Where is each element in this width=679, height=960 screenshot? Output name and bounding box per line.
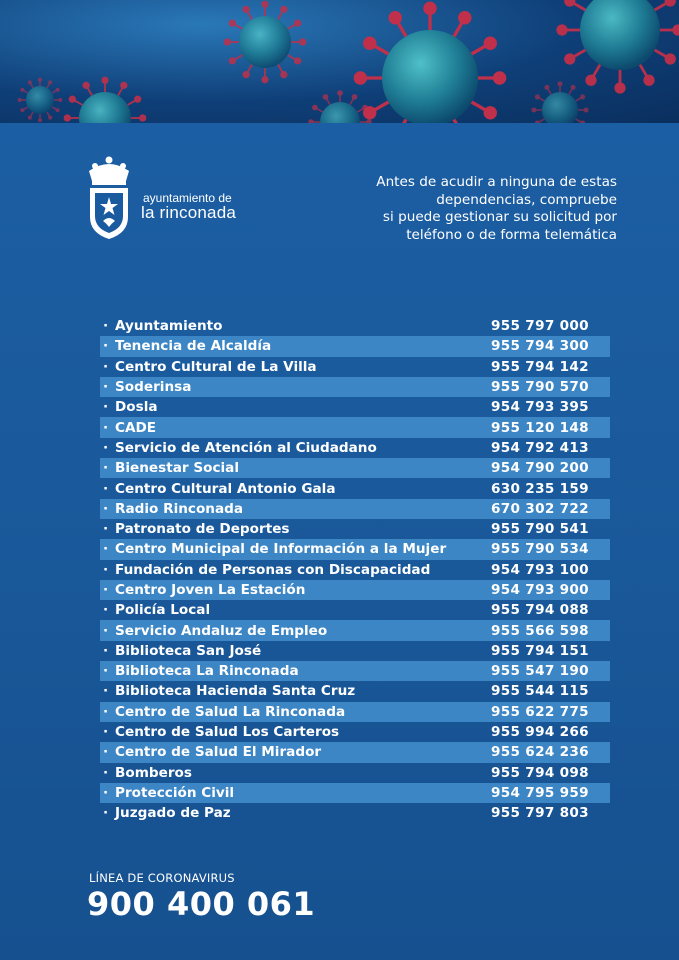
directory-row (100, 357, 610, 377)
directory-row (100, 641, 610, 661)
row-bullet: · (103, 521, 109, 538)
virus-particle (531, 81, 588, 123)
directory-row (100, 417, 610, 437)
directory-row (100, 499, 610, 519)
dependency-name: Biblioteca Hacienda Santa Cruz (115, 683, 356, 700)
row-bullet: · (103, 541, 109, 558)
dependency-name: Biblioteca San José (115, 642, 262, 659)
dependency-name: Centro Cultural Antonio Gala (115, 480, 336, 497)
row-bullet: · (103, 622, 109, 639)
dependency-name: Soderinsa (115, 379, 192, 396)
phone-number: 955 797 000 (491, 318, 589, 335)
row-bullet: · (103, 439, 109, 456)
phone-number: 955 794 098 (491, 764, 589, 781)
phone-number: 954 793 100 (491, 561, 589, 578)
dependency-name: Dosla (115, 399, 158, 416)
row-bullet: · (103, 419, 109, 436)
phone-number: 955 994 266 (491, 724, 589, 741)
phone-number: 630 235 159 (491, 480, 589, 497)
directory-row (100, 539, 610, 559)
dependency-name: Juzgado de Paz (115, 805, 231, 822)
dependency-name: Radio Rinconada (115, 500, 244, 517)
row-bullet: · (103, 379, 109, 396)
dependency-name: Bomberos (115, 764, 192, 781)
row-bullet: · (103, 500, 109, 517)
directory-row (100, 438, 610, 458)
directory-row (100, 803, 610, 823)
directory-row (100, 397, 610, 417)
phone-number: 955 794 300 (491, 338, 589, 355)
row-bullet: · (103, 561, 109, 578)
phone-number: 670 302 722 (491, 500, 589, 517)
logo-line-2: la rinconada (141, 203, 237, 222)
phone-number: 955 794 142 (491, 358, 589, 375)
dependency-name: Patronato de Deportes (115, 521, 290, 538)
directory-row (100, 519, 610, 539)
dependency-name: Centro de Salud La Rinconada (115, 703, 346, 720)
notice-line: Antes de acudir a ninguna de estas (376, 174, 617, 190)
phone-number: 954 790 200 (491, 460, 589, 477)
row-bullet: · (103, 338, 109, 355)
directory-row (100, 702, 610, 722)
notice-line: teléfono o de forma telemática (406, 226, 617, 243)
coronavirus-particles-illustration (0, 0, 679, 123)
directory-row (100, 458, 610, 478)
phone-number: 955 790 541 (491, 521, 589, 538)
notice-line: si puede gestionar su solicitud por (382, 209, 617, 225)
phone-number: 955 544 115 (491, 683, 589, 700)
directory-row (100, 600, 610, 620)
logo-line-1: ayuntamiento de (143, 191, 232, 205)
row-bullet: · (103, 724, 109, 741)
row-bullet: · (103, 480, 109, 497)
row-bullet: · (103, 784, 109, 801)
phone-number: 955 790 534 (491, 541, 589, 558)
dependency-name: Servicio de Atención al Ciudadano (115, 439, 377, 456)
row-bullet: · (103, 582, 109, 598)
directory-row (100, 763, 610, 783)
virus-particle (18, 78, 63, 123)
notice-line: dependencias, compruebe (436, 191, 617, 208)
row-bullet: · (103, 399, 109, 416)
dependency-name: Centro Cultural de La Villa (115, 358, 317, 375)
directory-row (100, 681, 610, 701)
phone-number: 954 792 413 (491, 439, 589, 456)
row-bullet: · (103, 602, 109, 619)
dependency-name: Policía Local (115, 602, 211, 619)
virus-particle (308, 90, 372, 123)
phone-number: 955 622 775 (491, 703, 589, 720)
row-bullet: · (103, 663, 109, 680)
dependency-name: Tenencia de Alcaldía (115, 338, 272, 355)
directory-row (100, 783, 610, 803)
dependency-name: Protección Civil (115, 784, 235, 801)
phone-directory (100, 316, 610, 823)
row-bullet: · (103, 764, 109, 781)
directory-row (100, 580, 610, 600)
dependency-name: Servicio Andaluz de Empleo (115, 622, 328, 639)
notice-text (317, 174, 617, 244)
phone-number: 955 794 088 (491, 602, 589, 619)
row-bullet: · (103, 683, 109, 700)
phone-number: 955 790 570 (491, 379, 589, 396)
dependency-name: Centro de Salud Los Carteros (115, 724, 340, 741)
dependency-name: Centro Municipal de Información a la Mujer (115, 541, 447, 558)
directory-row (100, 560, 610, 580)
dependency-name: Bienestar Social (115, 460, 240, 477)
phone-number: 954 793 900 (491, 582, 589, 598)
phone-number: 955 566 598 (491, 622, 589, 639)
row-bullet: · (103, 460, 109, 477)
hotline-number: 900 400 061 (87, 885, 316, 923)
virus-particle (354, 2, 507, 123)
dependency-name: Centro de Salud El Mirador (115, 744, 322, 761)
row-bullet: · (103, 744, 109, 761)
hotline-label: LÍNEA DE CORONAVIRUS (89, 871, 235, 885)
directory-row (100, 377, 610, 397)
directory-row (100, 722, 610, 742)
directory-row (100, 316, 610, 336)
phone-number: 954 793 395 (491, 399, 589, 416)
row-bullet: · (103, 318, 109, 335)
row-bullet: · (103, 358, 109, 375)
directory-row (100, 742, 610, 762)
phone-number: 955 624 236 (491, 744, 589, 761)
coronavirus-banner (0, 0, 679, 123)
municipal-logo (85, 155, 255, 245)
virus-particle (556, 0, 679, 94)
dependency-name: Ayuntamiento (115, 318, 223, 335)
phone-number: 955 120 148 (491, 419, 589, 436)
row-bullet: · (103, 805, 109, 822)
directory-row (100, 336, 610, 356)
row-bullet: · (103, 642, 109, 659)
phone-number: 955 794 151 (491, 642, 589, 659)
row-bullet: · (103, 703, 109, 720)
directory-row (100, 661, 610, 681)
dependency-name: CADE (115, 419, 157, 436)
virus-particle (64, 77, 147, 123)
dependency-name: Fundación de Personas con Discapacidad (115, 561, 431, 578)
coat-of-arms-crown-shield-icon (85, 155, 133, 243)
phone-number: 954 795 959 (491, 784, 589, 801)
phone-number: 955 797 803 (491, 805, 589, 822)
dependency-name: Centro Joven La Estación (115, 582, 306, 598)
directory-row (100, 478, 610, 498)
directory-row (100, 620, 610, 640)
dependency-name: Biblioteca La Rinconada (115, 663, 299, 680)
virus-particle (224, 1, 307, 84)
phone-number: 955 547 190 (491, 663, 589, 680)
